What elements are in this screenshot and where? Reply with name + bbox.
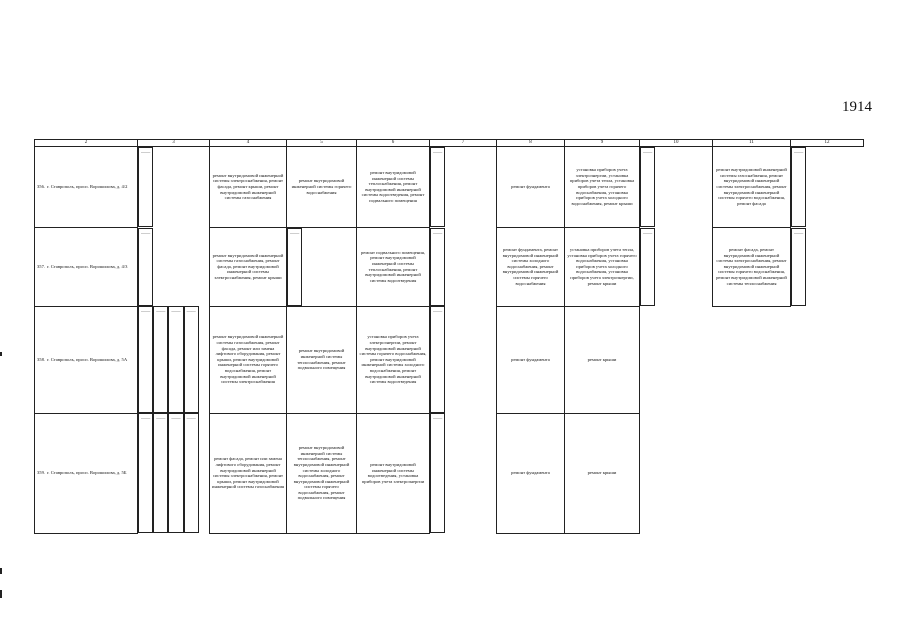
column-header: 6 bbox=[357, 140, 430, 147]
address-text: г. Ставрополь, просп. Ворошилова, д. 5Б bbox=[47, 470, 127, 476]
address-text: г. Ставрополь, просп. Ворошилова, д. 4/2 bbox=[47, 184, 128, 190]
cell: установка приборов учета тепла, установка приборов учета горячего водоснабжения, установка приборов учета холодного водоснабжения, установка приборов учета электроэнергии, ремонт крыши bbox=[565, 227, 640, 306]
cell: ремонт фундамента, ремонт внутридомовой инженерной системы холодного водоснабжения, ремонт внутридомовой инженерной системы горячего водоснабжения bbox=[497, 227, 565, 306]
cell: ремонт внутридомовой инженерной системы газоснабжения, ремонт внутридомовой инженерной системы электроснабжения, ремонт внутридомовой инженерной системы горячего водоснабжения, ремонт фасада bbox=[713, 147, 791, 228]
cell: —— bbox=[153, 413, 168, 533]
cell: ремонт подвального помещения, ремонт внутридомовой инженерной системы теплоснабжения, ремонт внутридомовой инженерной системы водоотведения bbox=[357, 227, 430, 306]
table-row bbox=[35, 227, 864, 306]
scan-edge-mark bbox=[0, 352, 2, 356]
cell: ремонт внутридомовой инженерной системы электроснабжения, ремонт фасада, ремонт крыши, ремонт внутридомовой инженерной системы газоснабжения bbox=[210, 147, 287, 228]
column-number-row bbox=[35, 140, 864, 147]
cell: ремонт фасада, ремонт или замена лифтового оборудования, ремонт внутридомовой инженерной системы электроснабжения, ремонт крыши, ремонт внутридомовой инженерной системы газоснабжения bbox=[210, 413, 287, 533]
column-header: 12 bbox=[791, 140, 864, 147]
cell: —— bbox=[791, 147, 806, 227]
cell: установка приборов учета электроэнергии, установка приборов учета тепла, установка приборов учета горячего водоснабжения, установка приборов учета холодного водоснабжения, ремонт крыши bbox=[565, 147, 640, 228]
column-header: 8 bbox=[497, 140, 565, 147]
cell: —— bbox=[168, 306, 183, 413]
cell: —— bbox=[430, 413, 445, 533]
cell: —— bbox=[138, 413, 153, 533]
scan-edge-mark bbox=[0, 590, 2, 598]
cell: ремонт внутридомовой инженерной системы теплоснабжения, ремонт внутридомовой инженерной системы холодного водоснабжения, ремонт внутридомовой инженерной системы горячего водоснабжения, ремонт подвального помещения bbox=[287, 413, 357, 533]
cell: —— bbox=[184, 413, 199, 533]
table-row bbox=[35, 306, 864, 413]
cell: —— bbox=[791, 228, 806, 306]
column-header: 3 bbox=[138, 140, 210, 147]
cell: —— bbox=[640, 147, 655, 227]
page-number: 1914 bbox=[842, 99, 872, 115]
cell: ремонт внутридомовой инженерной системы горячего водоснабжения bbox=[287, 147, 357, 228]
column-header: 10 bbox=[640, 140, 713, 147]
address-cell bbox=[35, 147, 138, 228]
cell: ремонт внутридомовой инженерной системы теплоснабжения, ремонт подвального помещения bbox=[287, 306, 357, 413]
cell: ремонт внутридомовой инженерной системы водоотведения, установка приборов учета электроэнергии bbox=[357, 413, 430, 533]
cell: —— bbox=[430, 306, 445, 413]
cell: —— bbox=[184, 306, 199, 413]
address-cell bbox=[35, 227, 138, 306]
table-row bbox=[35, 413, 864, 533]
column-header: 7 bbox=[430, 140, 497, 147]
row-number: 357. bbox=[37, 263, 46, 269]
address-text: г. Ставрополь, просп. Ворошилова, д. 4/3 bbox=[47, 263, 128, 269]
column-header: 11 bbox=[713, 140, 791, 147]
cell: ремонт фундамента bbox=[497, 413, 565, 533]
cell: —— bbox=[430, 147, 445, 227]
cell: ремонт фасада, ремонт внутридомовой инженерной системы электроснабжения, ремонт внутридомовой инженерной системы горячего водоснабжения, ремонт внутридомовой инженерной системы теплоснабжения bbox=[713, 227, 791, 306]
scan-edge-mark bbox=[0, 568, 2, 574]
cell: ремонт внутридомовой инженерной системы газоснабжения, ремонт фасада, ремонт внутридомовой инженерной системы электроснабжения, ремонт крыши bbox=[210, 227, 287, 306]
cell: —— bbox=[153, 306, 168, 413]
cell: ремонт фундамента bbox=[497, 306, 565, 413]
cell: ремонт крыши bbox=[565, 306, 640, 413]
column-header: 4 bbox=[210, 140, 287, 147]
table-row bbox=[35, 147, 864, 228]
cell: —— bbox=[138, 228, 153, 306]
address-cell bbox=[35, 306, 138, 413]
column-header: 9 bbox=[565, 140, 640, 147]
cell: —— bbox=[168, 413, 183, 533]
cell: ремонт крыши bbox=[565, 413, 640, 533]
cell: ремонт внутридомовой инженерной системы газоснабжения, ремонт фасада, ремонт или замена лифтового оборудования, ремонт крыши, ремонт внутридомовой инженерной системы горячего водоснабжения, ремонт внутридомовой инженерной системы электроснабжения bbox=[210, 306, 287, 413]
column-header: 2 bbox=[35, 140, 138, 147]
cell: —— bbox=[430, 228, 445, 306]
repair-schedule-table bbox=[34, 139, 864, 534]
cell: ремонт фундамента bbox=[497, 147, 565, 228]
address-cell bbox=[35, 413, 138, 533]
cell: ремонт внутридомовой инженерной системы теплоснабжения, ремонт внутридомовой инженерной системы водоотведения, ремонт подвального помещения bbox=[357, 147, 430, 228]
cell: —— bbox=[287, 228, 302, 306]
cell: —— bbox=[138, 147, 153, 227]
address-text: г. Ставрополь, просп. Ворошилова, д. 5А bbox=[47, 356, 128, 362]
cell: —— bbox=[640, 228, 655, 306]
column-header: 5 bbox=[287, 140, 357, 147]
row-number: 359. bbox=[37, 470, 46, 476]
cell: —— bbox=[138, 306, 153, 413]
row-number: 356. bbox=[37, 184, 46, 190]
row-number: 358. bbox=[37, 356, 46, 362]
cell: установка приборов учета электроэнергии, ремонт внутридомовой инженерной системы горячего водоснабжения, ремонт внутридомовой инженерной системы холодного водоснабжения, ремонт внутридомовой инженерной системы водоотведения bbox=[357, 306, 430, 413]
